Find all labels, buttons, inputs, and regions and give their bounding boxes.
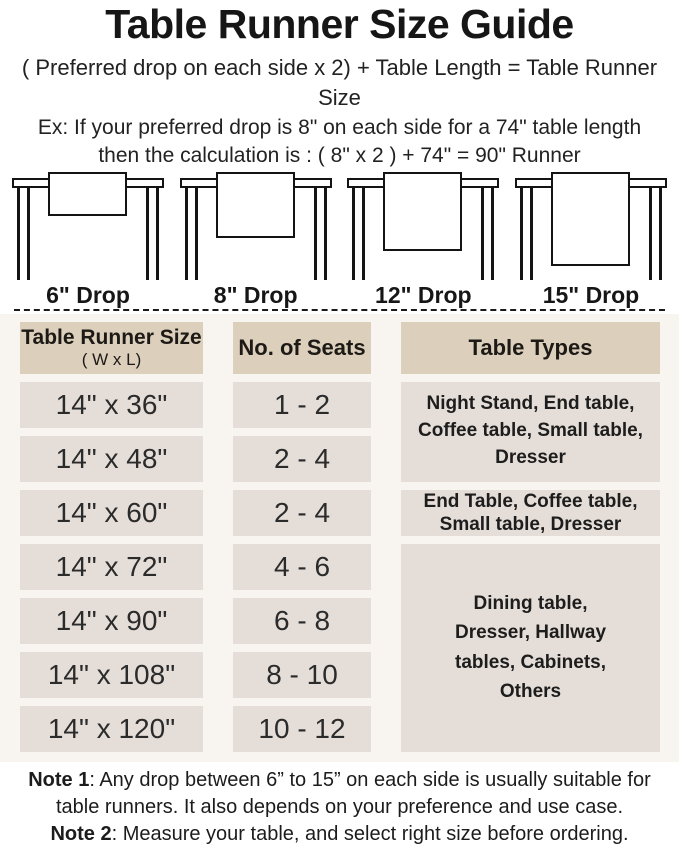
seats-cell: 2 - 4 bbox=[233, 490, 371, 536]
header-seats-label: No. of Seats bbox=[238, 334, 366, 360]
size-guide-page bbox=[0, 1, 679, 846]
seats-cell: 4 - 6 bbox=[233, 544, 371, 590]
size-cell: 14" x 90" bbox=[20, 598, 203, 644]
drop-label: 12" Drop bbox=[375, 281, 472, 308]
table-leg-left bbox=[352, 186, 365, 280]
size-cell: 14" x 72" bbox=[20, 544, 203, 590]
note-1-text: : Any drop between 6” to 15” on each side is usually suitable for table runners. It also depends on your preference and use case. bbox=[55, 768, 651, 818]
note-1-label: Note 1 bbox=[28, 768, 90, 791]
drop-label: 6" Drop bbox=[46, 281, 130, 308]
table-illustration bbox=[515, 172, 667, 280]
note-1 bbox=[28, 769, 651, 818]
header-table-types bbox=[401, 322, 660, 374]
runner-drape-shape bbox=[48, 172, 127, 216]
table-illustration bbox=[347, 172, 499, 280]
drop-diagram-15 bbox=[515, 172, 667, 308]
drop-label: 15" Drop bbox=[542, 281, 640, 308]
formula-line: ( Preferred drop on each side x 2) + Table Length = Table Runner Size bbox=[21, 54, 658, 111]
table-illustration bbox=[180, 172, 332, 280]
table-leg-left bbox=[17, 186, 30, 280]
note-2-label: Note 2 bbox=[50, 823, 112, 846]
seats-cell: 6 - 8 bbox=[233, 598, 371, 644]
header-seats bbox=[233, 322, 371, 374]
header-runner-size bbox=[20, 322, 203, 374]
drop-label: 8" Drop bbox=[213, 281, 298, 308]
runner-drape-shape bbox=[216, 172, 295, 238]
table-leg-left bbox=[185, 186, 198, 280]
table-leg-right bbox=[481, 186, 494, 280]
table-leg-right bbox=[649, 186, 662, 280]
drop-diagram-6 bbox=[12, 172, 164, 308]
drop-diagrams bbox=[0, 172, 679, 308]
seats-cell: 8 - 10 bbox=[233, 652, 371, 698]
table-types-cell: Night Stand, End table, Coffee table, Small table, Dresser bbox=[401, 382, 660, 482]
header-table-types-label: Table Types bbox=[468, 334, 593, 360]
size-cell: 14" x 108" bbox=[20, 652, 203, 698]
table-leg-right bbox=[146, 186, 159, 280]
size-cell: 14" x 120" bbox=[20, 706, 203, 752]
drop-diagram-12 bbox=[347, 172, 499, 308]
table-types-cell: Dining table, Dresser, Hallway tables, Cabinets, Others bbox=[401, 544, 660, 752]
size-cell: 14" x 36" bbox=[20, 382, 203, 428]
dashed-divider bbox=[14, 309, 665, 311]
table-leg-right bbox=[314, 186, 327, 280]
header-runner-size-subtitle: ( W x L) bbox=[81, 350, 142, 370]
note-2-text: : Measure your table, and select right size before ordering. bbox=[111, 823, 629, 846]
size-cell: 14" x 60" bbox=[20, 490, 203, 536]
drop-diagram-8 bbox=[180, 172, 332, 308]
runner-drape-shape bbox=[551, 172, 630, 266]
seats-cell: 10 - 12 bbox=[233, 706, 371, 752]
table-illustration bbox=[12, 172, 164, 280]
example-line-2: then the calculation is : ( 8" x 2 ) + 74" = 90" Runner bbox=[98, 144, 581, 168]
header-runner-size-title: Table Runner Size bbox=[21, 325, 202, 349]
guide-header bbox=[0, 2, 679, 171]
seats-cell: 1 - 2 bbox=[233, 382, 371, 428]
table-leg-left bbox=[520, 186, 533, 280]
example-line-1: Ex: If your preferred drop is 8" on each side for a 74" table length bbox=[37, 115, 642, 139]
seats-cell: 2 - 4 bbox=[233, 436, 371, 482]
table-types-cell: End Table, Coffee table, Small table, Dresser bbox=[401, 490, 660, 536]
notes bbox=[0, 767, 679, 848]
size-cell: 14" x 48" bbox=[20, 436, 203, 482]
size-table bbox=[0, 314, 679, 762]
note-2 bbox=[50, 823, 628, 845]
page-title: Table Runner Size Guide bbox=[105, 1, 574, 47]
runner-drape-shape bbox=[383, 172, 462, 251]
